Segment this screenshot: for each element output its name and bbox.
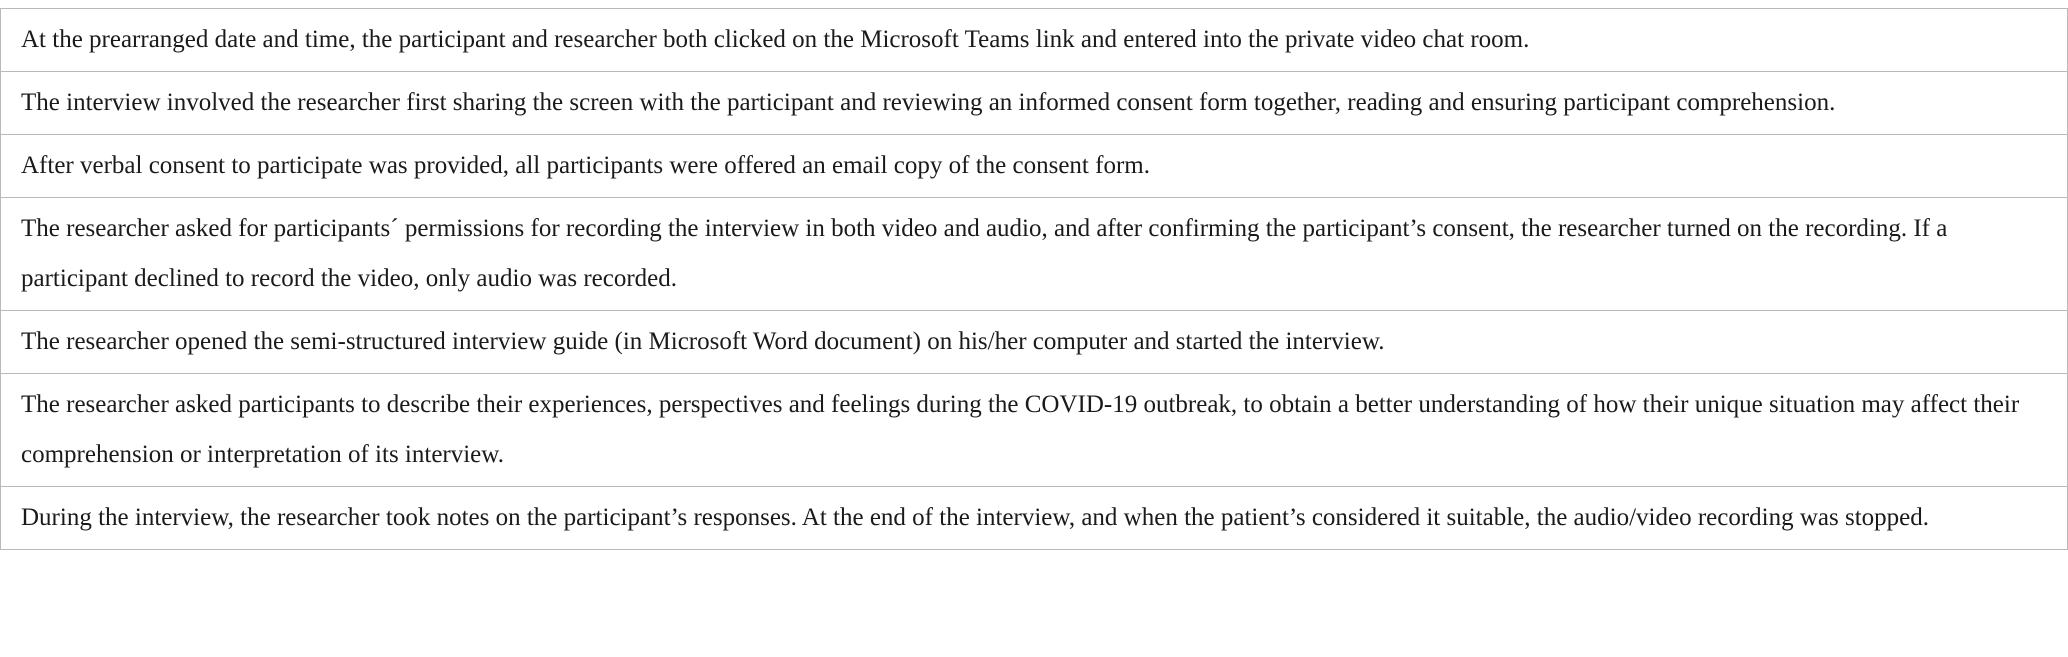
table-cell: The interview involved the researcher first sharing the screen with the participant and reviewing an informed consent form together, reading and ensuring participant comprehension.: [1, 72, 2068, 135]
table-cell: After verbal consent to participate was provided, all participants were offered an email copy of the consent form.: [1, 135, 2068, 198]
table-row: [1, 9, 2068, 72]
table-row: [1, 487, 2068, 550]
table-row: [1, 374, 2068, 487]
table-cell: The researcher asked participants to describe their experiences, perspectives and feelings during the COVID-19 outbreak, to obtain a better understanding of how their unique situation may affect their comprehension or interpretation of its interview.: [1, 374, 2068, 487]
table-row: [1, 198, 2068, 311]
table-row: [1, 72, 2068, 135]
table-cell: At the prearranged date and time, the participant and researcher both clicked on the Microsoft Teams link and entered into the private video chat room.: [1, 9, 2068, 72]
table-row: [1, 311, 2068, 374]
table-cell: During the interview, the researcher took notes on the participant’s responses. At the end of the interview, and when the patient’s considered it suitable, the audio/video recording was stopped.: [1, 487, 2068, 550]
table-cell: The researcher opened the semi-structured interview guide (in Microsoft Word document) on his/her computer and started the interview.: [1, 311, 2068, 374]
table-row: [1, 135, 2068, 198]
table-cell: The researcher asked for participants´ permissions for recording the interview in both video and audio, and after confirming the participant’s consent, the researcher turned on the recording. If a participant declined to record the video, only audio was recorded.: [1, 198, 2068, 311]
procedure-table: [0, 8, 2068, 550]
